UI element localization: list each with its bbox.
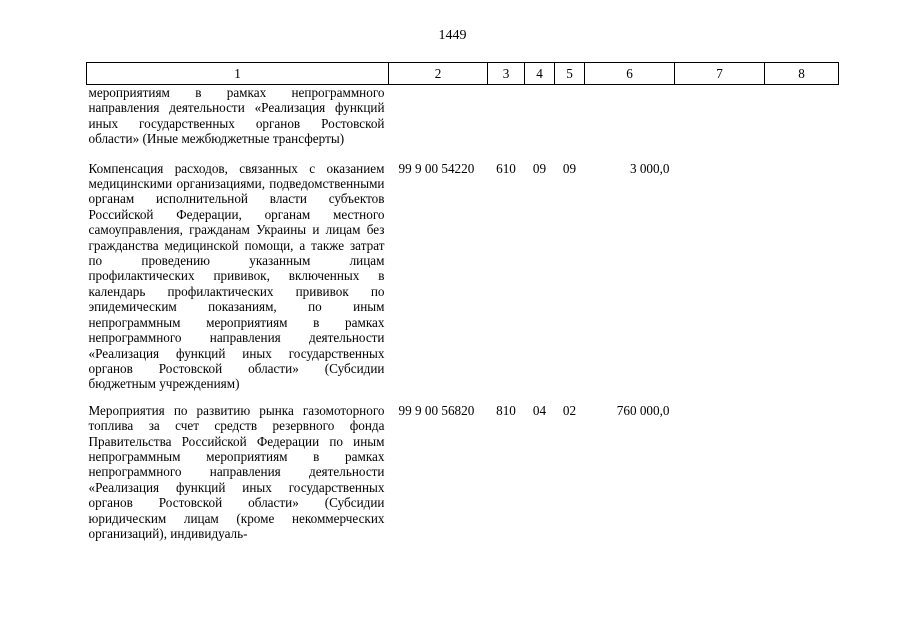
header-col-3: 3 [488, 63, 525, 85]
budget-table [86, 62, 839, 541]
row-subsection: 02 [562, 402, 577, 418]
row-section: 04 [532, 402, 547, 418]
row-subsection: 09 [562, 160, 577, 176]
row-expense-type: 810 [496, 402, 516, 418]
header-col-2: 2 [389, 63, 488, 85]
row-amount-6: 3 000,0 [629, 160, 670, 176]
row-amount-8 [765, 403, 839, 542]
table-body [87, 85, 839, 542]
header-col-8: 8 [765, 63, 839, 85]
header-col-6: 6 [585, 63, 675, 85]
row-target-code: 99 9 00 54220 [398, 160, 475, 176]
page-number: 1449 [438, 28, 467, 43]
row-subsection [555, 85, 585, 161]
row-description: Компенсация расходов, связанных с оказанием медицинскими организациями, подведомственными органам исполнительной власти субъектов Российской Федерации, органам местного самоуправления, гражданам Украины и лицам без гражданства медицинской помощи, а также затрат по проведению указанным лицам профилактических прививок, включенных в календарь профилактических прививок по эпидемическим показаниям, по иным непрограммным мероприятиям в рамках непрограммного направления деятельности «Реализация функций иных государственных органов Ростовской области» (Субсидии бюджетным учреждениям) [88, 160, 385, 392]
row-amount-6 [585, 85, 675, 161]
row-expense-type [488, 85, 525, 161]
row-expense-type: 610 [496, 160, 516, 176]
header-row [87, 63, 839, 85]
header-col-7: 7 [675, 63, 765, 85]
header-col-4: 4 [525, 63, 555, 85]
row-description: Мероприятия по развитию рынка газомоторного топлива за счет средств резервного фонда Правительства Российской Федерации по иным непрограммным мероприятиям в рамках непрограммного направления деятельности «Реализация функций иных государственных органов Ростовской области» (Субсидии юридическим лицам (кроме некоммерческих организаций), индивидуаль- [88, 402, 385, 541]
row-amount-8 [765, 161, 839, 403]
row-section: 09 [532, 160, 547, 176]
row-target-code [389, 85, 488, 161]
table-header [87, 63, 839, 85]
row-description: мероприятиям в рамках непрограммного направления деятельности «Реализация функций иных государственных органов Ростовской области» (Иные межбюджетные трансферты) [88, 85, 385, 147]
table-row [87, 403, 839, 542]
row-amount-6: 760 000,0 [616, 402, 670, 418]
table-row [87, 161, 839, 403]
header-col-5: 5 [555, 63, 585, 85]
row-section [525, 85, 555, 161]
row-amount-7 [675, 161, 765, 403]
header-col-1: 1 [87, 63, 389, 85]
row-amount-7 [675, 403, 765, 542]
row-amount-8 [765, 85, 839, 161]
row-amount-7 [675, 85, 765, 161]
row-target-code: 99 9 00 56820 [398, 402, 475, 418]
table-row [87, 85, 839, 161]
